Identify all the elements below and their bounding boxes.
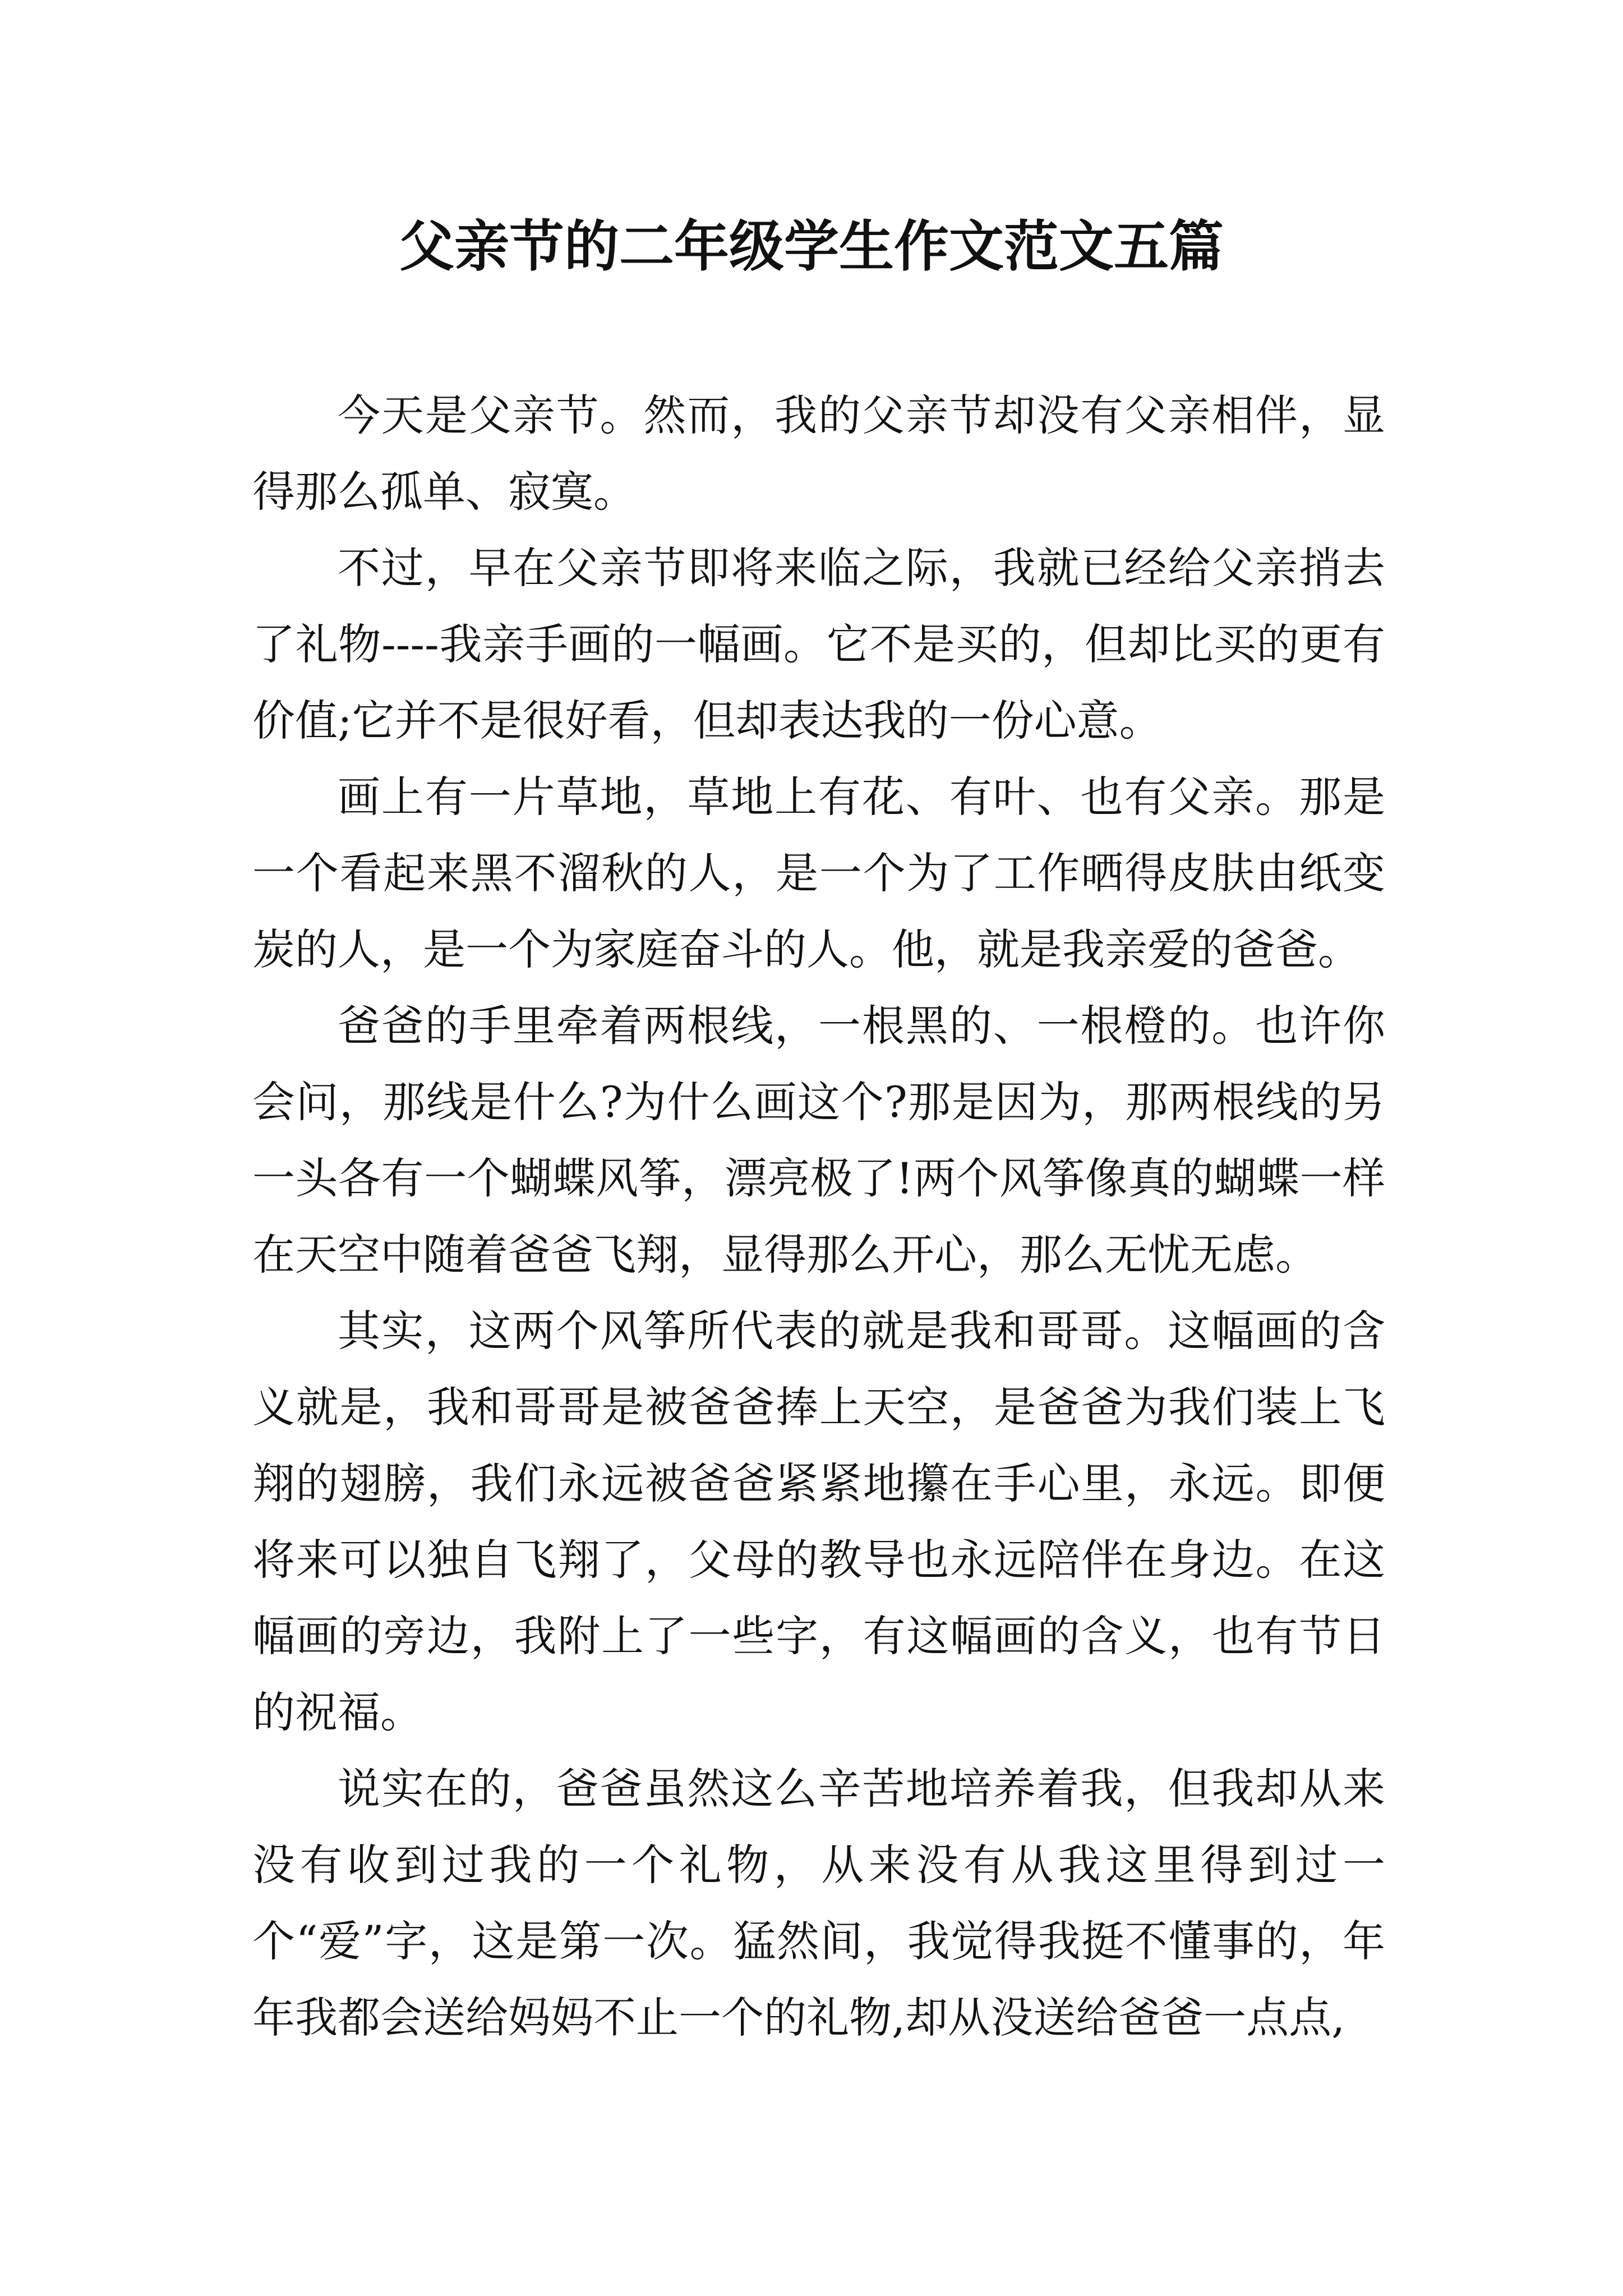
paragraph-2: 不过，早在父亲节即将来临之际，我就已经给父亲捎去了礼物----我亲手画的一幅画。它不是买的，但却比买的更有价值;它并不是很好看，但却表达我的一份心意。 bbox=[252, 543, 1385, 746]
paragraph-4: 爸爸的手里牵着两根线，一根黑的、一根橙的。也许你会问，那线是什么?为什么画这个?那是因为，那两根线的另一头各有一个蝴蝶风筝，漂亮极了!两个风筝像真的蝴蝶一样在天空中随着爸爸飞翔，显得那么开心，那么无忧无虑。 bbox=[252, 1001, 1385, 1280]
paragraph-5: 其实，这两个风筝所代表的就是我和哥哥。这幅画的含义就是，我和哥哥是被爸爸捧上天空，是爸爸为我们装上飞翔的翅膀，我们永远被爸爸紧紧地攥在手心里，永远。即便将来可以独自飞翔了，父母的教导也永远陪伴在身边。在这幅画的旁边，我附上了一些字，有这幅画的含义，也有节日的祝福。 bbox=[252, 1306, 1385, 1737]
document-body bbox=[252, 378, 1385, 2056]
paragraph-3: 画上有一片草地，草地上有花、有叶、也有父亲。那是一个看起来黑不溜秋的人，是一个为了工作晒得皮肤由纸变炭的人，是一个为家庭奋斗的人。他，就是我亲爱的爸爸。 bbox=[252, 772, 1385, 974]
paragraph-6: 说实在的，爸爸虽然这么辛苦地培养着我，但我却从来没有收到过我的一个礼物，从来没有从我这里得到过一个“爱”字，这是第一次。猛然间，我觉得我挺不懂事的，年年我都会送给妈妈不止一个的礼物,却从没送给爸爸一点点, bbox=[252, 1764, 1385, 2042]
document-title: 父亲节的二年级学生作文范文五篇 bbox=[399, 215, 1224, 279]
paragraph-1: 今天是父亲节。然而，我的父亲节却没有父亲相伴，显得那么孤单、寂寞。 bbox=[252, 390, 1385, 517]
